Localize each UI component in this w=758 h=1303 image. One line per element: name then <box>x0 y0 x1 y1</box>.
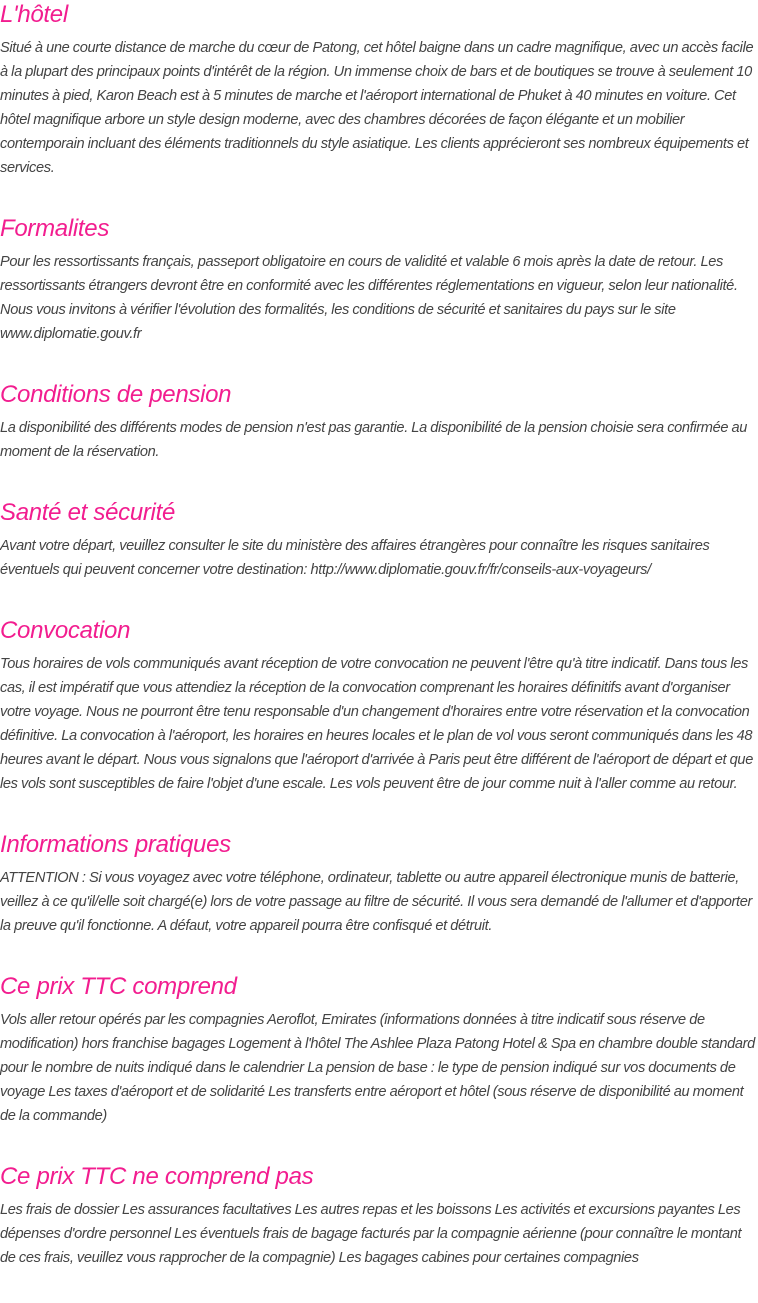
section-body-prix-comprend: Vols aller retour opérés par les compagnies Aeroflot, Emirates (informations données à titre indicatif sous réserve de modification) hors franchise bagages Logement à l'hôtel The Ashlee Plaza Patong Hotel & Spa en chambre double standard pour le nombre de nuits indiqué dans le calendrier La pension de base : le type de pension indiqué sur vos documents de voyage Les taxes d'aéroport et de solidarité Les transferts entre aéroport et hôtel (sous réserve de disponibilité au moment de la commande) <box>0 1012 755 1124</box>
section-prix-ne-comprend-pas <box>0 1162 758 1270</box>
section-body-sante-securite: Avant votre départ, veuillez consulter le site du ministère des affaires étrangères pour connaître les risques sanitaires éventuels qui peuvent concerner votre destination: http://www.diplomatie.gouv.fr/fr/conseils-aux-voyageurs/ <box>0 538 710 578</box>
section-conditions-pension <box>0 380 758 464</box>
section-title-informations-pratiques: Informations pratiques <box>0 831 231 858</box>
section-title-formalites: Formalites <box>0 215 110 242</box>
section-body-convocation: Tous horaires de vols communiqués avant réception de votre convocation ne peuvent l'être qu'à titre indicatif. Dans tous les cas, il est impératif que vous attendiez la réception de la convocation comprenant les horaires définitifs avant d'organiser votre voyage. Nous ne pourront être tenu responsable d'un changement d'horaires entre votre réservation et la convocation définitive. La convocation à l'aéroport, les horaires en heures locales et le plan de vol vous seront communiqués dans les 48 heures avant le départ. Nous vous signalons que l'aéroport d'arrivée à Paris peut être différent de l'aéroport de départ et que les vols sont susceptibles de faire l'objet d'une escale. Les vols peuvent être de jour comme nuit à l'aller comme au retour. <box>0 656 753 792</box>
section-sante-securite <box>0 498 758 582</box>
section-informations-pratiques <box>0 830 758 938</box>
section-body-formalites: Pour les ressortissants français, passeport obligatoire en cours de validité et valable 6 mois après la date de retour. Les ressortissants étrangers devront être en conformité avec les différentes réglementations en vigueur, selon leur nationalité. Nous vous invitons à vérifier l'évolution des formalités, les conditions de sécurité et sanitaires du pays sur le site www.diplomatie.gouv.fr <box>0 254 738 342</box>
section-title-convocation: Convocation <box>0 617 131 644</box>
section-formalites <box>0 214 758 346</box>
section-body-hotel: Situé à une courte distance de marche du cœur de Patong, cet hôtel baigne dans un cadre magnifique, avec un accès facile à la plupart des principaux points d'intérêt de la région. Un immense choix de bars et de boutiques se trouve à seulement 10 minutes à pied, Karon Beach est à 5 minutes de marche et l'aéroport international de Phuket à 40 minutes en voiture. Cet hôtel magnifique arbore un style design moderne, avec des chambres décorées de façon élégante et un mobilier contemporain incluant des éléments traditionnels du style asiatique. Les clients apprécieront ses nombreux équipements et services. <box>0 40 754 176</box>
section-title-prix-ne-comprend-pas: Ce prix TTC ne comprend pas <box>0 1163 314 1190</box>
section-prix-comprend <box>0 972 758 1128</box>
section-title-sante-securite: Santé et sécurité <box>0 499 176 526</box>
section-body-informations-pratiques: ATTENTION : Si vous voyagez avec votre téléphone, ordinateur, tablette ou autre appareil électronique munis de batterie, veillez à ce qu'il/elle soit chargé(e) lors de votre passage au filtre de sécurité. Il vous sera demandé de l'allumer et d'apporter la preuve qu'il fonctionne. A défaut, votre appareil pourra être confisqué et détruit. <box>0 870 752 934</box>
section-convocation <box>0 616 758 796</box>
section-title-hotel: L'hôtel <box>0 1 68 28</box>
section-title-conditions-pension: Conditions de pension <box>0 381 232 408</box>
section-title-prix-comprend: Ce prix TTC comprend <box>0 973 237 1000</box>
section-hotel <box>0 0 758 180</box>
section-body-conditions-pension: La disponibilité des différents modes de pension n'est pas garantie. La disponibilité de la pension choisie sera confirmée au moment de la réservation. <box>0 420 748 460</box>
section-body-prix-ne-comprend-pas: Les frais de dossier Les assurances facultatives Les autres repas et les boissons Les activités et excursions payantes Les dépenses d'ordre personnel Les éventuels frais de bagage facturés par la compagnie aérienne (pour connaître le montant de ces frais, veuillez vous rapprocher de la compagnie) Les bagages cabines pour certaines compagnies <box>0 1202 742 1266</box>
